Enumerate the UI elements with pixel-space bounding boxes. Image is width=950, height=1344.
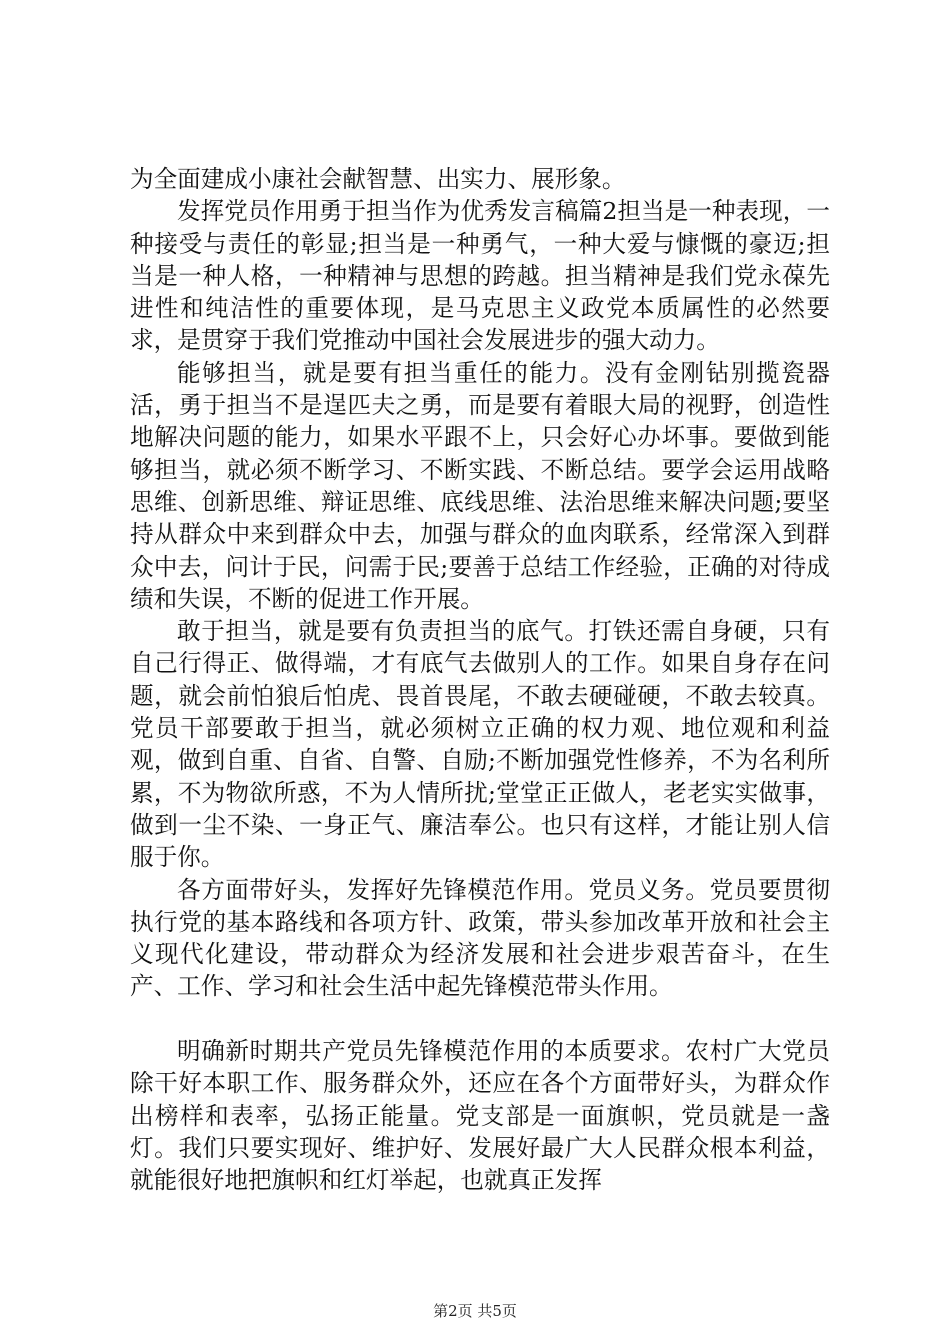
paragraph-4: 敢于担当，就是要有负责担当的底气。打铁还需自身硬，只有自己行得正、做得端，才有底气去做别人的工作。如果自身存在问题，就会前怕狼后怕虎、畏首畏尾，不敢去硬碰硬，不敢去较真。党员干部要敢于担当，就必须树立正确的权力观、地位观和利益观，做到自重、自省、自警、自励;不断加强党性修养，不为名利所累，不为物欲所惑，不为人情所扰;堂堂正正做人，老老实实做事，做到一尘不染、一身正气、廉洁奉公。也只有这样，才能让别人信服于你。	[130, 617, 830, 872]
paragraph-1: 为全面建成小康社会献智慧、出实力、展形象。	[130, 165, 626, 193]
paragraph-6: 明确新时期共产党员先锋模范作用的本质要求。农村广大党员除干好本职工作、服务群众外，还应在各个方面带好头，为群众作出榜样和表率，弘扬正能量。党支部是一面旗帜，党员就是一盏灯。我们只要实现好、维护好、发展好最广大人民群众根本利益，就能很好地把旗帜和红灯举起，也就真正发挥	[130, 1037, 830, 1195]
page-number-footer: 第2页 共5页	[433, 1302, 517, 1320]
document-body	[130, 163, 830, 1197]
paragraph-2: 发挥党员作用勇于担当作为优秀发言稿篇2担当是一种表现，一种接受与责任的彰显;担当是一种勇气，一种大爱与慷慨的豪迈;担当是一种人格，一种精神与思想的跨越。担当精神是我们党永葆先进性和纯洁性的重要体现，是马克思主义政党本质属性的必然要求，是贯穿于我们党推动中国社会发展进步的强大动力。	[130, 197, 830, 355]
paragraph-5: 各方面带好头，发挥好先锋模范作用。党员义务。党员要贯彻执行党的基本路线和各项方针、政策，带头参加改革开放和社会主义现代化建设，带动群众为经济发展和社会进步艰苦奋斗，在生产、工作、学习和社会生活中起先锋模范带头作用。	[130, 875, 830, 1001]
paragraph-3: 能够担当，就是要有担当重任的能力。没有金刚钻别揽瓷器活，勇于担当不是逞匹夫之勇，而是要有着眼大局的视野，创造性地解决问题的能力，如果水平跟不上，只会好心办坏事。要做到能够担当，就必须不断学习、不断实践、不断总结。要学会运用战略思维、创新思维、辩证思维、底线思维、法治思维来解决问题;要坚持从群众中来到群众中去，加强与群众的血肉联系，经常深入到群众中去，问计于民，问需于民;要善于总结工作经验，正确的对待成绩和失误，不断的促进工作开展。	[130, 358, 830, 613]
paragraph-spacer	[130, 1003, 830, 1035]
